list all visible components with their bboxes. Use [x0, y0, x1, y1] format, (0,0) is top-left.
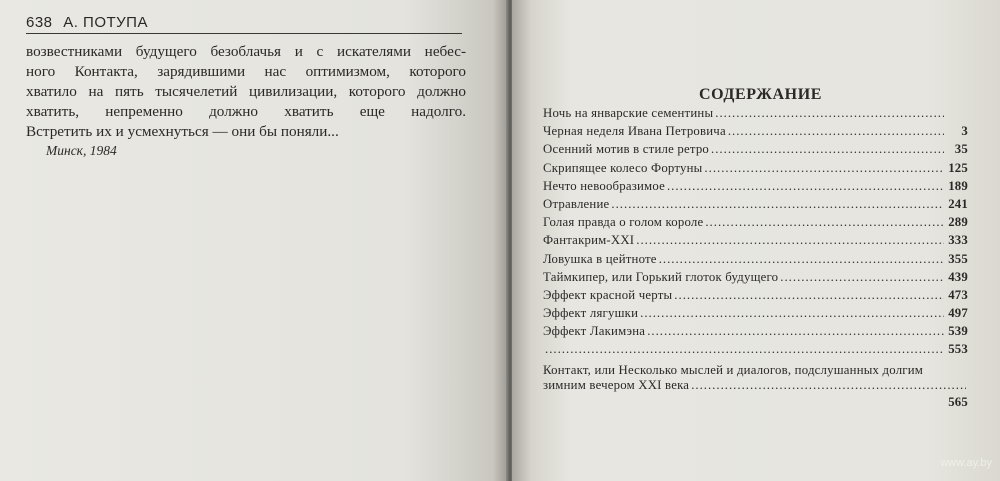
toc-entry-page: 189: [948, 178, 968, 193]
text-line: хватило на пять тысячелетий цивилизации, которого должно: [26, 83, 466, 100]
toc-entry-page: 473: [948, 287, 968, 302]
text-line: ного Контакта, зарядившими нас оптимизмом, которого: [26, 63, 466, 80]
toc-entry: [543, 233, 968, 251]
toc-entry-title: Ловушка в цейтноте: [543, 251, 657, 266]
toc-title: СОДЕРЖАНИЕ: [699, 86, 823, 103]
text-line: Встретить их и усмехнуться — они бы поняли...: [26, 123, 339, 140]
toc-entry: [543, 342, 968, 360]
toc-entry-page: 553: [948, 342, 968, 357]
toc-entry-title: Фантакрим-XXI: [543, 233, 635, 248]
toc-entry: [543, 215, 968, 233]
toc-entry: [543, 288, 968, 306]
toc-entry-title-line2: зимним вечером XXI века: [543, 377, 690, 392]
table-of-contents: [543, 106, 968, 411]
toc-entry-title: Осенний мотив в стиле ретро: [543, 142, 710, 157]
toc-entry: [543, 124, 968, 142]
running-head-author: А. ПОТУПА: [63, 14, 148, 31]
toc-entry-title: Отравление: [543, 196, 610, 211]
toc-entry-title: Ночь на январские сементины: [543, 106, 714, 120]
toc-entry-title: Эффект лягушки: [543, 306, 639, 321]
toc-entry-page: 497: [948, 306, 968, 321]
signature: Минск, 1984: [46, 143, 117, 158]
running-head: [26, 14, 462, 34]
toc-entry-page: 289: [948, 215, 968, 230]
toc-entry-title: Эффект Лакимэна: [543, 324, 646, 339]
toc-entry-page: 539: [948, 324, 968, 339]
toc-entry: [543, 179, 968, 197]
body-text: [26, 42, 466, 142]
toc-entry-page: 333: [948, 233, 968, 248]
toc-entry-title: Черная неделя Ивана Петровича: [543, 124, 726, 139]
watermark: www.ay.by: [940, 457, 992, 469]
toc-entry-title-line1: Контакт, или Несколько мыслей и диалогов, подслушанных долгим: [543, 362, 924, 377]
toc-entry-title: Нечто невообразимое: [543, 178, 665, 193]
toc-entry-page: 565: [948, 394, 968, 409]
toc-entry-page: 439: [948, 269, 968, 284]
text-line: возвестниками будущего безоблачья и с искателями небес-: [26, 43, 466, 60]
toc-entry-page: 3: [961, 124, 968, 139]
toc-entry-title: Скрипящее колесо Фортуны: [543, 160, 703, 175]
toc-entry-title: Эффект красной черты: [543, 287, 673, 302]
toc-entry-page: 125: [948, 160, 968, 175]
toc-entry: [543, 306, 968, 324]
text-line: хватить, непременно должно хватить еще надолго.: [26, 103, 466, 120]
toc-entry-title: Голая правда о голом короле: [543, 215, 704, 230]
toc-entry-multiline: [543, 363, 968, 411]
toc-entry: [543, 270, 968, 288]
toc-entry-title: Таймкипер, или Горький глоток будущего: [543, 269, 779, 284]
toc-entry: [543, 197, 968, 215]
toc-entry: [543, 252, 968, 270]
toc-entry-page: 241: [948, 196, 968, 211]
toc-entry: [543, 161, 968, 179]
toc-entry-page: 355: [948, 251, 968, 266]
toc-entry: [543, 142, 968, 160]
toc-entry: [543, 324, 968, 342]
toc-entry-page: 35: [954, 142, 968, 157]
page-number: 638: [26, 14, 53, 31]
toc-entry: [543, 106, 968, 124]
